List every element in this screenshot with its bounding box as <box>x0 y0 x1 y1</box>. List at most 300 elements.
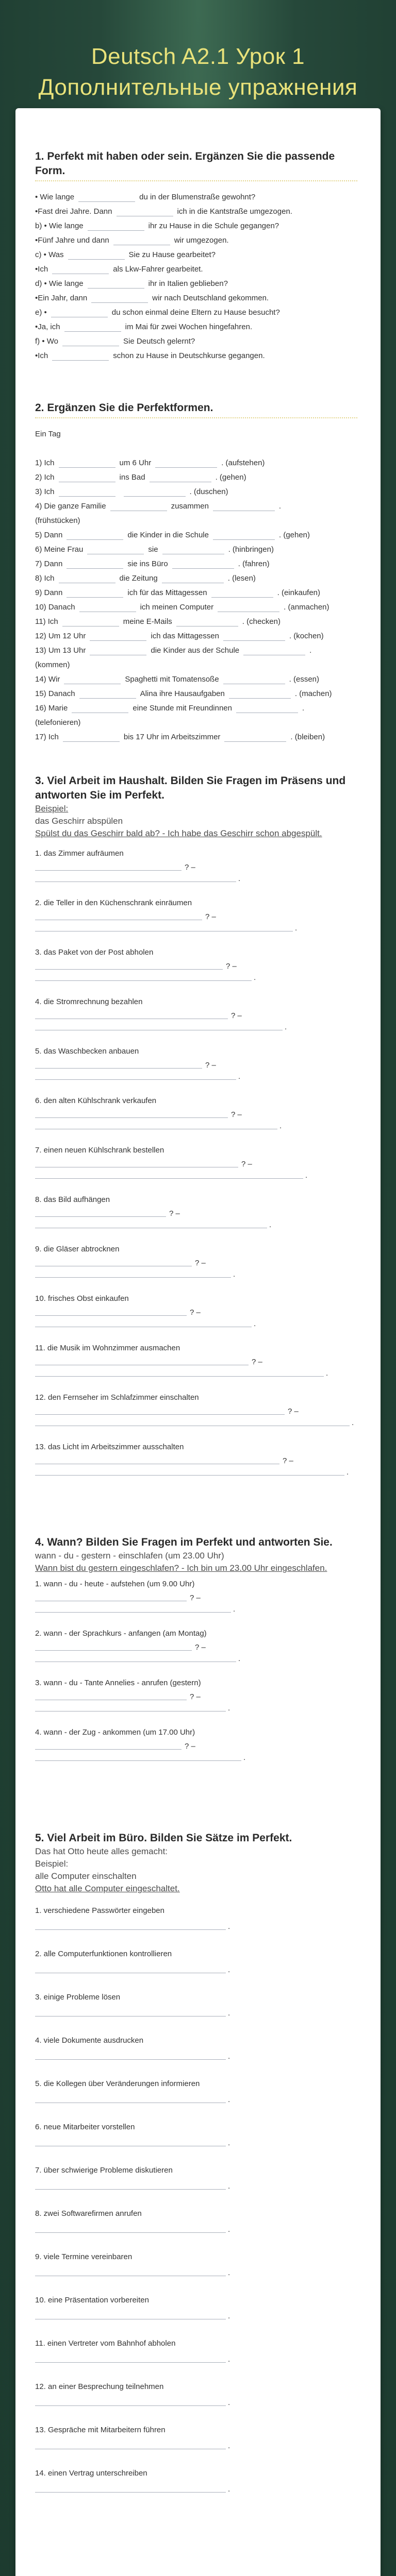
sentence-row <box>35 468 357 482</box>
sentence-middle: ich für das Mittagessen <box>127 588 207 597</box>
sentence-middle: ich das Mittagessen <box>151 632 219 640</box>
answer-blank[interactable] <box>35 1376 324 1377</box>
answer-line[interactable] <box>35 2002 357 2020</box>
sentence-middle: ich meinen Computer <box>140 603 214 612</box>
period: . <box>238 1072 241 1081</box>
sentence-end: . <box>302 704 305 713</box>
exercise-item: 10. eine Präsentation vorbereiten <box>35 2296 149 2304</box>
sentence-middle: Spaghetti mit Tomatensoße <box>125 675 219 684</box>
answer-blank[interactable] <box>59 575 116 583</box>
answer-blank[interactable] <box>35 1414 285 1415</box>
answer-line[interactable] <box>35 1303 357 1319</box>
answer-blank[interactable] <box>51 310 108 317</box>
answer-line[interactable] <box>35 1688 357 1703</box>
answer-line[interactable] <box>35 2132 357 2149</box>
answer-blank[interactable] <box>90 633 146 641</box>
exercise-item: 2. alle Computerfunktionen kontrollieren <box>35 1950 172 1958</box>
sentence-end: ich in die Kantstraße umgezogen. <box>177 207 292 216</box>
sentence-row <box>35 289 357 303</box>
sentence-start: 10) Danach <box>35 603 75 612</box>
answer-blank[interactable] <box>162 575 224 583</box>
exercise-item: 13. Gespräche mit Mitarbeitern führen <box>35 2426 166 2434</box>
question-mark: ? – <box>190 1692 201 1701</box>
sentence-start: 9) Dann <box>35 588 63 597</box>
period: . <box>228 1965 230 1974</box>
sentence-row <box>35 526 357 540</box>
sentence-row <box>35 612 357 626</box>
answer-blank[interactable] <box>64 324 121 332</box>
answer-line[interactable] <box>35 2045 357 2063</box>
sentence-row <box>35 684 357 699</box>
sentence-end: . (bleiben) <box>290 733 325 741</box>
period: . <box>228 2182 230 2191</box>
answer-blank[interactable] <box>67 561 123 569</box>
exercise-item: 9. viele Termine vereinbaren <box>35 2252 133 2261</box>
sentence-row <box>35 245 357 260</box>
answer-blank[interactable] <box>176 619 238 626</box>
exercise-item: 8. zwei Softwarefirmen anrufen <box>35 2209 142 2218</box>
answer-line[interactable] <box>35 874 357 885</box>
answer-line[interactable] <box>35 858 357 874</box>
sentence-end: . (gehen) <box>278 531 310 539</box>
answer-blank[interactable] <box>88 223 144 231</box>
answer-line[interactable] <box>35 1121 357 1132</box>
period: . <box>228 2312 230 2320</box>
question-mark: ? – <box>185 863 195 872</box>
answer-blank[interactable] <box>35 2059 226 2060</box>
sentence-row <box>35 216 357 231</box>
sentence-end: im Mai für zwei Wochen hingefahren. <box>125 323 253 331</box>
sentence-end: als Lkw-Fahrer gearbeitet. <box>113 265 203 274</box>
period: . <box>233 1605 236 1614</box>
answer-line[interactable] <box>35 1467 357 1479</box>
sentence-end: . <box>309 646 312 655</box>
answer-line[interactable] <box>35 923 357 935</box>
exercise-item: 12. den Fernseher im Schlafzimmer einschalten <box>35 1393 199 1402</box>
answer-blank[interactable] <box>64 676 121 684</box>
question-mark: ? – <box>231 1011 242 1020</box>
sentence-row <box>35 482 357 497</box>
answer-blank[interactable] <box>88 281 144 289</box>
answer-line[interactable] <box>35 1604 357 1616</box>
answer-blank[interactable] <box>79 691 136 699</box>
page-title: Deutsch A2.1 Урок 1 <box>91 44 305 69</box>
exercise-item: 11. die Musik im Wohnzimmer ausmachen <box>35 1344 180 1352</box>
answer-blank[interactable] <box>62 619 119 626</box>
answer-blank[interactable] <box>35 1760 241 1761</box>
answer-blank[interactable] <box>172 561 234 569</box>
period: . <box>228 1922 230 1931</box>
period: . <box>295 924 298 933</box>
sentence-end: Sie Deutsch gelernt? <box>123 337 195 346</box>
period: . <box>228 2398 230 2407</box>
sentence-start: 3) Ich <box>35 487 55 496</box>
sentence-end: du schon einmal deine Eltern zu Hause besucht? <box>111 308 280 317</box>
sentence-end: . (einkaufen) <box>277 588 321 597</box>
exercise-item: 13. das Licht im Arbeitszimmer ausschalten <box>35 1443 184 1451</box>
exercise-4-heading: 4. Wann? Bilden Sie Fragen im Perfekt und antworten Sie. <box>35 1536 333 1548</box>
sentence-row <box>35 655 357 670</box>
example-question: wann - du - gestern - einschlafen (um 23.00 Uhr) <box>35 1551 224 1561</box>
answer-line[interactable] <box>35 1703 357 1715</box>
answer-line[interactable] <box>35 1205 357 1220</box>
exercise-item: 11. einen Vertreter vom Bahnhof abholen <box>35 2339 176 2348</box>
example-label: Beispiel: <box>35 1859 69 1869</box>
sentence-start: 12) Um 12 Uhr <box>35 632 86 640</box>
answer-blank[interactable] <box>35 1117 228 1118</box>
answer-blank[interactable] <box>35 1068 202 1069</box>
answer-blank[interactable] <box>117 209 173 216</box>
period: . <box>243 1753 246 1762</box>
answer-blank[interactable] <box>35 1929 226 1930</box>
answer-blank[interactable] <box>59 489 116 497</box>
divider <box>35 180 357 181</box>
period: . <box>254 1319 256 1328</box>
answer-line[interactable] <box>35 1254 357 1269</box>
answer-line[interactable] <box>35 1753 357 1764</box>
sentence-start: 5) Dann <box>35 531 63 539</box>
sentence-middle: meine E-Mails <box>123 617 172 626</box>
answer-line[interactable] <box>35 973 357 984</box>
sentence-row <box>35 670 357 684</box>
answer-line[interactable] <box>35 2478 357 2496</box>
answer-blank[interactable] <box>79 604 136 612</box>
answer-blank[interactable] <box>224 734 286 742</box>
period: . <box>269 1221 272 1229</box>
answer-line[interactable] <box>35 1402 357 1418</box>
sentence-end: wir umgezogen. <box>174 236 229 245</box>
sentence-row <box>35 583 357 598</box>
question-mark: ? – <box>231 1110 242 1119</box>
sentence-start: • Wie lange <box>35 193 75 201</box>
answer-blank[interactable] <box>35 2362 226 2363</box>
sentence-end: Sie zu Hause gearbeitet? <box>128 250 216 259</box>
question-mark: ? – <box>205 1061 216 1070</box>
answer-blank[interactable] <box>124 489 186 497</box>
question-mark: ? – <box>205 912 216 921</box>
answer-line[interactable] <box>35 957 357 973</box>
sentence-end: ihr zu Hause in die Schule gegangen? <box>148 222 279 230</box>
sentence-end: . (essen) <box>289 675 320 684</box>
period: . <box>228 1704 230 1713</box>
sentence-start: •Ich <box>35 265 48 274</box>
answer-blank[interactable] <box>35 1650 192 1651</box>
sentence-start: 8) Ich <box>35 574 55 583</box>
answer-line[interactable] <box>35 1171 357 1182</box>
period: . <box>228 2139 230 2147</box>
sentence-middle: ins Bad <box>119 473 145 482</box>
sentence-row <box>35 332 357 346</box>
answer-blank[interactable] <box>35 2405 226 2406</box>
answer-line[interactable] <box>35 1155 357 1171</box>
sentence-start: 14) Wir <box>35 675 60 684</box>
sentence-row <box>35 497 357 511</box>
answer-line[interactable] <box>35 2175 357 2193</box>
question-mark: ? – <box>252 1358 262 1366</box>
sentence-row <box>35 713 357 727</box>
sentence-middle: Alina ihre Hausaufgaben <box>140 689 225 698</box>
period: . <box>238 874 241 883</box>
sentence-end: . (checken) <box>242 617 280 626</box>
period: . <box>233 1270 236 1279</box>
answer-line[interactable] <box>35 1269 357 1281</box>
exercise-item: 5. das Waschbecken anbauen <box>35 1047 139 1056</box>
sentence-start: •Ich <box>35 351 48 360</box>
period: . <box>228 2442 230 2450</box>
answer-line[interactable] <box>35 908 357 923</box>
answer-line[interactable] <box>35 1072 357 1083</box>
sentence-row <box>35 626 357 641</box>
sentence-start: 15) Danach <box>35 689 75 698</box>
answer-blank[interactable] <box>63 734 120 742</box>
exercise-2-intro: Ein Tag <box>35 430 61 438</box>
exercise-3-heading: 3. Viel Arbeit im Haushalt. Bilden Sie Fragen im Präsens und antworten Sie im Perfekt. <box>35 775 346 801</box>
sentence-start: f) • Wo <box>35 337 58 346</box>
answer-blank[interactable] <box>59 460 116 468</box>
exercise-item: 10. frisches Obst einkaufen <box>35 1294 129 1303</box>
answer-blank[interactable] <box>35 1178 303 1179</box>
sentence-start: 11) Ich <box>35 617 58 626</box>
answer-line[interactable] <box>35 2435 357 2452</box>
sentence-row <box>35 188 357 202</box>
answer-blank[interactable] <box>59 474 116 482</box>
exercise-1-heading: 1. Perfekt mit haben oder sein. Ergänzen Sie die passende Form. <box>35 150 335 177</box>
answer-blank[interactable] <box>236 705 298 713</box>
example-answer: Wann bist du gestern eingeschlafen? - Ich bin um 23.00 Uhr eingeschlafen. <box>35 1563 327 1573</box>
sentence-start: (frühstücken) <box>35 516 80 525</box>
sentence-row <box>35 641 357 655</box>
sentence-end: . <box>278 502 282 511</box>
sentence-row <box>35 202 357 216</box>
answer-line[interactable] <box>35 1007 357 1022</box>
exercise-3 <box>35 774 357 1489</box>
period: . <box>305 1171 308 1180</box>
answer-blank[interactable] <box>211 590 273 598</box>
sentence-end: . (machen) <box>294 689 332 698</box>
sentence-start: d) • Wie lange <box>35 279 84 288</box>
answer-blank[interactable] <box>67 532 123 540</box>
sentence-row <box>35 346 357 361</box>
example-question: das Geschirr abspülen <box>35 816 123 826</box>
answer-blank[interactable] <box>52 266 109 274</box>
sentence-end: schon zu Hause in Deutschkurse gegangen. <box>113 351 265 360</box>
exercise-4 <box>35 1535 357 1774</box>
sentence-row <box>35 569 357 583</box>
answer-blank[interactable] <box>229 691 291 699</box>
exercise-item: 8. das Bild aufhängen <box>35 1195 110 1204</box>
answer-blank[interactable] <box>35 2232 226 2233</box>
question-mark: ? – <box>190 1594 201 1602</box>
answer-line[interactable] <box>35 1319 357 1330</box>
sentence-end: . (lesen) <box>227 574 256 583</box>
sentence-row <box>35 453 357 468</box>
answer-line[interactable] <box>35 1022 357 1033</box>
period: . <box>228 2485 230 2494</box>
answer-blank[interactable] <box>78 194 135 202</box>
sentence-start: (kommen) <box>35 660 70 669</box>
sentence-start: 16) Marie <box>35 704 68 713</box>
exercise-2-heading: 2. Ergänzen Sie die Perfektformen. <box>35 402 213 414</box>
exercise-item: 1. verschiedene Passwörter eingeben <box>35 1906 164 1915</box>
answer-line[interactable] <box>35 2218 357 2236</box>
exercise-item: 2. die Teller in den Küchenschrank einräumen <box>35 899 192 907</box>
sentence-row <box>35 598 357 612</box>
sentence-middle: die Zeitung <box>119 574 158 583</box>
answer-line[interactable] <box>35 2392 357 2409</box>
exercise-item: 14. einen Vertrag unterschreiben <box>35 2469 147 2478</box>
sentence-end: . (kochen) <box>289 632 324 640</box>
answer-blank[interactable] <box>35 2189 226 2190</box>
sentence-end: . (duschen) <box>189 487 228 496</box>
exercise-5 <box>35 1831 357 2509</box>
page-subtitle: Дополнительные упражнения <box>38 75 358 100</box>
sentence-middle: zusammen <box>171 502 209 511</box>
sentence-end: . (aufstehen) <box>221 459 265 467</box>
answer-blank[interactable] <box>35 870 182 871</box>
answer-line[interactable] <box>35 1959 357 1976</box>
answer-line[interactable] <box>35 2348 357 2366</box>
example-label: Beispiel: <box>35 804 69 814</box>
sentence-start: 17) Ich <box>35 733 59 741</box>
answer-blank[interactable] <box>162 547 224 554</box>
answer-blank[interactable] <box>62 338 119 346</box>
answer-line[interactable] <box>35 1452 357 1467</box>
answer-blank[interactable] <box>35 1277 231 1278</box>
sentence-row <box>35 274 357 289</box>
sentence-row <box>35 554 357 569</box>
sentence-row <box>35 231 357 245</box>
sentence-start: b) • Wie lange <box>35 222 84 230</box>
exercise-item: 12. an einer Besprechung teilnehmen <box>35 2382 164 2391</box>
answer-blank[interactable] <box>223 676 285 684</box>
sentence-row <box>35 540 357 554</box>
answer-line[interactable] <box>35 1916 357 1933</box>
answer-blank[interactable] <box>223 633 285 641</box>
question-mark: ? – <box>288 1407 299 1416</box>
sentence-start: •Fast drei Jahre. Dann <box>35 207 112 216</box>
sentence-start: 2) Ich <box>35 473 55 482</box>
exercise-item: 5. die Kollegen über Veränderungen informieren <box>35 2079 200 2088</box>
answer-line[interactable] <box>35 2305 357 2323</box>
exercise-2 <box>35 401 357 742</box>
exercise-item: 2. wann - der Sprachkurs - anfangen (am Montag) <box>35 1629 207 1638</box>
exercise-item: 6. den alten Kühlschrank verkaufen <box>35 1096 157 1105</box>
sentence-middle: sie <box>148 545 158 554</box>
exercise-item: 3. das Paket von der Post abholen <box>35 948 154 957</box>
answer-line[interactable] <box>35 1654 357 1665</box>
exercise-item: 4. die Stromrechnung bezahlen <box>35 997 143 1006</box>
sentence-row <box>35 699 357 713</box>
exercise-item: 6. neue Mitarbeiter vorstellen <box>35 2123 135 2131</box>
answer-blank[interactable] <box>90 648 146 655</box>
period: . <box>228 2225 230 2234</box>
question-mark: ? – <box>283 1456 293 1465</box>
question-mark: ? – <box>190 1308 201 1317</box>
exercise-item: 4. viele Dokumente ausdrucken <box>35 2036 144 2045</box>
answer-blank[interactable] <box>35 1749 182 1750</box>
answer-blank[interactable] <box>155 460 217 468</box>
sentence-start: 7) Dann <box>35 560 63 568</box>
answer-blank[interactable] <box>35 980 252 981</box>
sentence-middle: bis 17 Uhr im Arbeitszimmer <box>123 733 221 741</box>
answer-blank[interactable] <box>35 1315 187 1316</box>
sentence-start: c) • Was <box>35 250 64 259</box>
sentence-row <box>35 303 357 317</box>
answer-line[interactable] <box>35 1638 357 1654</box>
answer-line[interactable] <box>35 1589 357 1604</box>
answer-blank[interactable] <box>35 2492 226 2493</box>
sentence-middle: eine Stunde mit Freundinnen <box>133 704 232 713</box>
exercise-item: 1. wann - du - heute - aufstehen (um 9.00 Uhr) <box>35 1580 195 1588</box>
answer-blank[interactable] <box>72 705 128 713</box>
sentence-row <box>35 260 357 274</box>
period: . <box>326 1369 328 1378</box>
answer-blank[interactable] <box>87 547 144 554</box>
answer-blank[interactable] <box>35 1079 236 1080</box>
exercise-5-heading: 5. Viel Arbeit im Büro. Bilden Sie Sätze im Perfekt. <box>35 1832 292 1844</box>
answer-blank[interactable] <box>35 1475 344 1476</box>
answer-blank[interactable] <box>110 503 167 511</box>
page-header <box>0 0 396 100</box>
question-mark: ? – <box>169 1209 180 1218</box>
sentence-end: . (fahren) <box>238 560 270 568</box>
exercise-item: 1. das Zimmer aufräumen <box>35 849 124 858</box>
exercise-item: 3. wann - du - Tante Annelies - anrufen (gestern) <box>35 1679 201 1687</box>
question-mark: ? – <box>241 1160 252 1168</box>
example-question: alle Computer einschalten <box>35 1871 137 1881</box>
answer-blank[interactable] <box>91 295 148 303</box>
exercise-1 <box>35 149 357 361</box>
answer-blank[interactable] <box>243 648 305 655</box>
answer-line[interactable] <box>35 2262 357 2279</box>
answer-blank[interactable] <box>213 503 275 511</box>
answer-blank[interactable] <box>35 969 223 970</box>
sentence-end: . (hinbringen) <box>228 545 274 554</box>
answer-line[interactable] <box>35 1368 357 1380</box>
question-mark: ? – <box>226 962 237 971</box>
answer-blank[interactable] <box>67 590 123 598</box>
answer-blank[interactable] <box>218 604 279 612</box>
answer-line[interactable] <box>35 1737 357 1753</box>
divider <box>35 417 357 418</box>
answer-blank[interactable] <box>35 1612 231 1613</box>
answer-blank[interactable] <box>68 252 125 260</box>
answer-line[interactable] <box>35 1056 357 1072</box>
answer-blank[interactable] <box>113 238 170 245</box>
answer-line[interactable] <box>35 1220 357 1231</box>
sentence-middle: die Kinder in die Schule <box>127 531 209 539</box>
answer-blank[interactable] <box>150 474 211 482</box>
worksheet <box>15 108 381 2576</box>
sentence-start: (telefonieren) <box>35 718 81 727</box>
sentence-middle: um 6 Uhr <box>119 459 152 467</box>
answer-blank[interactable] <box>213 532 275 540</box>
answer-line[interactable] <box>35 1353 357 1368</box>
period: . <box>254 973 256 982</box>
answer-line[interactable] <box>35 1106 357 1121</box>
answer-line[interactable] <box>35 1418 357 1429</box>
exercise-item: 7. einen neuen Kühlschrank bestellen <box>35 1146 164 1155</box>
answer-blank[interactable] <box>35 1216 166 1217</box>
period: . <box>352 1418 354 1427</box>
question-mark: ? – <box>195 1259 206 1267</box>
answer-line[interactable] <box>35 2089 357 2106</box>
exercise-item: 7. über schwierige Probleme diskutieren <box>35 2166 173 2175</box>
period: . <box>228 2355 230 2364</box>
sentence-start: 6) Meine Frau <box>35 545 84 554</box>
answer-blank[interactable] <box>52 353 109 361</box>
sentence-end: wir nach Deutschland gekommen. <box>152 294 269 302</box>
